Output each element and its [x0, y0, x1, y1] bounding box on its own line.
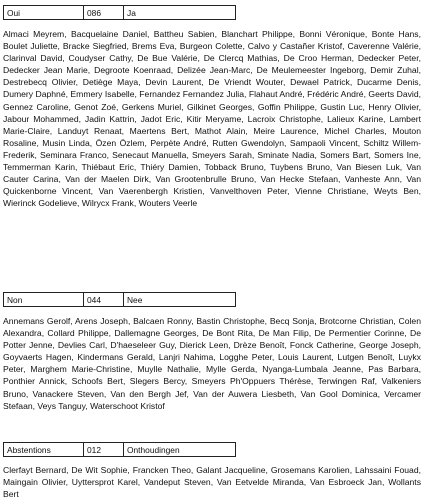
- vote-label-nl: Nee: [127, 294, 143, 305]
- abstention-voters-list: Clerfayt Bernard, De Wit Sophie, Francken Theo, Galant Jacqueline, Grosemans Karolien, Lahssaini Fouad, Maingain Olivier, Uyttersprot Karel, Vandeput Steven, Van Eetvelde Miranda, Van Esbroeck Jan, Wollants Bert: [3, 465, 421, 500]
- vote-count: 044: [84, 293, 124, 306]
- yes-voters-list: Almaci Meyrem, Bacquelaine Daniel, Battheu Sabien, Blanchart Philippe, Bonni Véronique, Bonte Hans, Boulet Juliette, Bracke Siegfried, Brems Eva, Burgeon Colette, Calvo y Castañer Kristof, Caverenne Valérie, Clarinval David, Coudyser Cathy, De Bue Valérie, De Clercq Mathias, De Croo Herman, Dedecker Peter, Dedecker Jean Marie, Degroote Koenraad, Delizée Jean-Marc, De Meulemeester Ingeborg, Demir Zuhal, Destrebecq Olivier, Detiège Maya, Devin Laurent, De Vriendt Wouter, Dewael Patrick, Ducarme Denis, Dumery Daphné, Emmery Isabelle, Fernandez Fernandez Julia, Flahaut André, Frédéric André, Geerts David, Gennez Caroline, Genot Zoé, Gerkens Muriel, Gilkinet Georges, Goffin Philippe, Gustin Luc, Henry Olivier, Jabour Mohammed, Jadin Kattrin, Jadot Eric, Kitir Meryame, Lacroix Christophe, Lalieux Karine, Lambert Marie-Claire, Landuyt Renaat, Maertens Bert, Mathot Alain, Meire Laurence, Michel Charles, Mouton Rosaline, Musin Linda, Özen Özlem, Perpète André, Rutten Gwendolyn, Sampaoli Vincent, Schiltz Willem-Frederik, Seminara Franco, Senecaut Manuella, Smeyers Sarah, Sminate Nadia, Somers Bart, Somers Ine, Temmerman Karin, Thiébaut Eric, Thiéry Damien, Tobback Bruno, Tuybens Bruno, Van Biesen Luk, Van Cauter Carina, Van der Maelen Dirk, Van Grootenbrulle Bruno, Van Hecke Stefaan, Vanheste Ann, Van Quickenborne Vincent, Van Vaerenbergh Kristien, Vanvelthoven Peter, Vienne Christiane, Weyts Ben, Wierinck Godelieve, Wilrycx Frank, Wouters Veerle: [3, 29, 421, 209]
- vote-label-fr: Non: [4, 293, 84, 306]
- vote-label-nl: Onthoudingen: [127, 444, 180, 455]
- vote-label-fr: Abstentions: [4, 443, 84, 456]
- vote-label-fr: Oui: [4, 6, 84, 19]
- vote-header-no: [3, 292, 236, 307]
- vote-header-abstentions: [3, 442, 236, 457]
- vote-count: 012: [84, 443, 124, 456]
- vote-header-yes: [3, 5, 236, 20]
- vote-label-nl: Ja: [127, 7, 136, 18]
- vote-count: 086: [84, 6, 124, 19]
- no-voters-list: Annemans Gerolf, Arens Joseph, Balcaen Ronny, Bastin Christophe, Becq Sonja, Brotcorne Christian, Colen Alexandra, Collard Philippe, Dallemagne Georges, De Bont Rita, De Man Filip, De Permentier Corinne, De Potter Jenne, Devlies Carl, D'haeseleer Guy, Dierick Leen, Drèze Benoît, Fonck Catherine, George Joseph, Goyvaerts Hagen, Kindermans Gerald, Lanjri Nahima, Logghe Peter, Louis Laurent, Lutgen Benoît, Luykx Peter, Marghem Marie-Christine, Muylle Nathalie, Mylle Gerda, Nyanga-Lumbala Jeanne, Pas Barbara, Ponthier Annick, Schoofs Bert, Slegers Bercy, Smeyers Ph'Oppuers Thérèse, Terwingen Raf, Valkeniers Bruno, Vanackere Steven, Van den Bergh Jef, Van der Auwera Liesbeth, Van Gool Dominica, Vercamer Stefaan, Veys Tanguy, Waterschoot Kristof: [3, 316, 421, 411]
